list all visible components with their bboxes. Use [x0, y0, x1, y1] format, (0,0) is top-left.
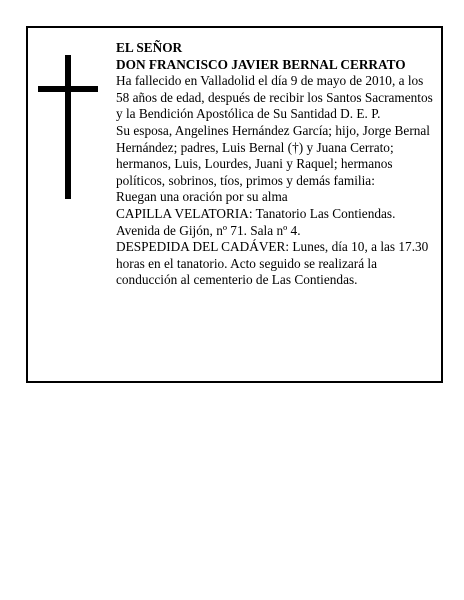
obituary-notice	[26, 26, 443, 383]
deceased-name: DON FRANCISCO JAVIER BERNAL CERRATO	[116, 56, 406, 72]
farewell-info: DESPEDIDA DEL CADÁVER: Lunes, día 10, a las 17.30 horas en el tanatorio. Acto seguido se realizará la conducción al cementerio de Las Contiendas.	[116, 239, 429, 288]
latin-cross-icon	[38, 55, 98, 199]
prayer-request: Ruegan una oración por su alma	[116, 189, 288, 205]
chapel-info: CAPILLA VELATORIA: Tanatorio Las Contiendas. Avenida de Gijón, nº 71. Sala nº 4.	[116, 205, 396, 238]
notice-text	[116, 40, 436, 289]
cross-vertical-bar	[65, 55, 71, 199]
death-announcement: Ha fallecido en Valladolid el día 9 de mayo de 2010, a los 58 años de edad, después de recibir los Santos Sacramentos y la Bendición Apostólica de Su Santidad D. E. P.	[116, 73, 433, 122]
heading-title: EL SEÑOR	[116, 40, 183, 55]
cross-horizontal-bar	[38, 86, 98, 92]
family-list: Su esposa, Angelines Hernández García; hijo, Jorge Bernal Hernández; padres, Luis Bernal (†) y Juana Cerrato; hermanos, Luis, Lourdes, Juani y Raquel; hermanos políticos, sobrinos, tíos, primos y demás familia:	[116, 122, 430, 188]
